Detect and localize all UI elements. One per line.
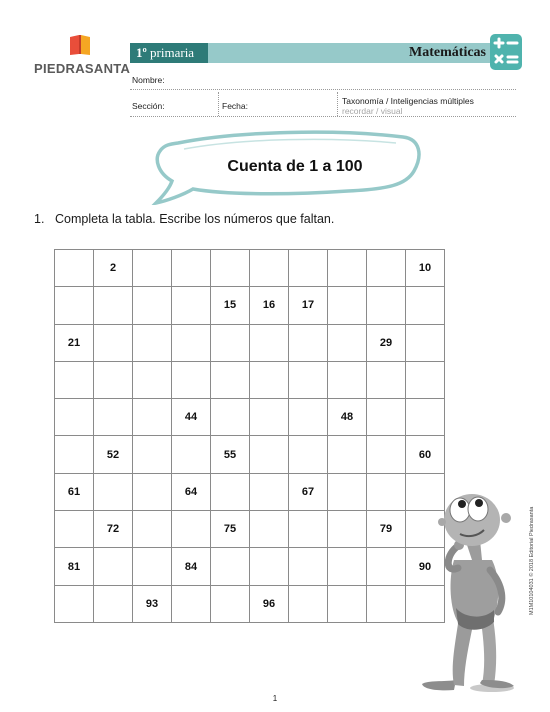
grid-cell-given: 48 [328, 399, 367, 436]
grade-text: primaria [146, 45, 195, 60]
grade-number: 1º [136, 45, 147, 60]
grid-cell-blank[interactable] [328, 548, 367, 585]
grade-label [130, 43, 208, 63]
grid-cell-blank[interactable] [133, 361, 172, 398]
grid-cell-blank[interactable] [133, 511, 172, 548]
grid-cell-blank[interactable] [133, 473, 172, 510]
book-logo-icon [68, 34, 92, 56]
grid-cell-blank[interactable] [250, 324, 289, 361]
grid-cell-blank[interactable] [172, 361, 211, 398]
grid-cell-blank[interactable] [133, 250, 172, 287]
taxonomy-value: recordar / visual [342, 106, 403, 116]
grid-cell-blank[interactable] [55, 399, 94, 436]
publisher-logo [34, 34, 131, 80]
grid-cell-blank[interactable] [406, 399, 445, 436]
thinking-character-illustration [420, 490, 530, 695]
grid-cell-given: 64 [172, 473, 211, 510]
grid-cell-blank[interactable] [172, 287, 211, 324]
grid-cell-blank[interactable] [406, 361, 445, 398]
section-label: Sección: [132, 101, 165, 111]
grid-cell-blank[interactable] [211, 548, 250, 585]
grid-cell-blank[interactable] [406, 287, 445, 324]
grid-cell-blank[interactable] [55, 436, 94, 473]
grid-cell-blank[interactable] [328, 361, 367, 398]
grid-cell-blank[interactable] [406, 324, 445, 361]
name-label: Nombre: [132, 75, 165, 85]
grid-cell-blank[interactable] [328, 511, 367, 548]
grid-cell-blank[interactable] [367, 548, 406, 585]
grid-cell-blank[interactable] [133, 324, 172, 361]
instruction-text: Completa la tabla. Escribe los números que faltan. [55, 212, 335, 226]
number-grid [54, 249, 445, 623]
grid-cell-blank[interactable] [250, 361, 289, 398]
grid-cell-given: 90 [406, 548, 445, 585]
grid-cell-given: 60 [406, 436, 445, 473]
grid-cell-blank[interactable] [250, 511, 289, 548]
grid-cell-blank[interactable] [211, 324, 250, 361]
grid-cell-given: 72 [94, 511, 133, 548]
grid-cell-blank[interactable] [289, 361, 328, 398]
grid-cell-blank[interactable] [55, 250, 94, 287]
grid-cell-blank[interactable] [172, 511, 211, 548]
grid-cell-blank[interactable] [94, 585, 133, 622]
subject-title: Matemáticas [409, 45, 486, 60]
grid-cell-blank[interactable] [367, 585, 406, 622]
grid-cell-blank[interactable] [328, 436, 367, 473]
grid-cell-blank[interactable] [211, 473, 250, 510]
grid-cell-blank[interactable] [94, 287, 133, 324]
grid-cell-blank[interactable] [328, 250, 367, 287]
grid-cell-blank[interactable] [133, 436, 172, 473]
grid-cell-blank[interactable] [289, 324, 328, 361]
grid-cell-given: 29 [367, 324, 406, 361]
header-band [130, 43, 492, 63]
grid-cell-given: 17 [289, 287, 328, 324]
grid-row [55, 324, 445, 361]
form-divider [337, 92, 338, 116]
grid-cell-blank[interactable] [328, 585, 367, 622]
copyright-note: M1M10104031 © 2018 Editorial Piedrasanta [529, 506, 535, 615]
instruction-number: 1. [34, 212, 45, 226]
grid-cell-blank[interactable] [211, 585, 250, 622]
grid-cell-blank[interactable] [289, 548, 328, 585]
grid-cell-blank[interactable] [133, 287, 172, 324]
grid-cell-blank[interactable] [328, 324, 367, 361]
grid-cell-given: 52 [94, 436, 133, 473]
grid-cell-given: 15 [211, 287, 250, 324]
page-number: 1 [272, 694, 278, 703]
grid-cell-given: 44 [172, 399, 211, 436]
grid-cell-blank[interactable] [367, 473, 406, 510]
grid-cell-blank[interactable] [250, 399, 289, 436]
grid-row [55, 361, 445, 398]
grid-cell-blank[interactable] [55, 287, 94, 324]
grid-cell-given: 67 [289, 473, 328, 510]
grid-cell-given: 55 [211, 436, 250, 473]
grid-row [55, 436, 445, 473]
section-date-field[interactable] [130, 116, 516, 117]
grid-row [55, 473, 445, 510]
grid-cell-blank[interactable] [94, 324, 133, 361]
math-operations-icon [490, 34, 522, 70]
page-title: Cuenta de 1 a 100 [227, 158, 363, 175]
grid-cell-blank[interactable] [367, 361, 406, 398]
grid-row [55, 548, 445, 585]
date-label: Fecha: [222, 101, 248, 111]
grid-cell-blank[interactable] [172, 324, 211, 361]
grid-row [55, 250, 445, 287]
name-field[interactable] [130, 89, 516, 90]
grid-row [55, 399, 445, 436]
grid-row [55, 511, 445, 548]
grid-cell-blank[interactable] [172, 436, 211, 473]
grid-cell-given: 10 [406, 250, 445, 287]
grid-cell-blank[interactable] [367, 399, 406, 436]
grid-cell-blank[interactable] [250, 473, 289, 510]
grid-cell-given: 2 [94, 250, 133, 287]
grid-cell-blank[interactable] [55, 511, 94, 548]
grid-cell-blank[interactable] [328, 473, 367, 510]
grid-cell-given: 21 [55, 324, 94, 361]
grid-cell-blank[interactable] [289, 436, 328, 473]
grid-cell-blank[interactable] [289, 399, 328, 436]
grid-cell-given: 93 [133, 585, 172, 622]
grid-cell-blank[interactable] [133, 399, 172, 436]
grid-cell-blank[interactable] [94, 361, 133, 398]
grid-cell-blank[interactable] [211, 361, 250, 398]
grid-cell-blank[interactable] [367, 436, 406, 473]
grid-cell-blank[interactable] [172, 250, 211, 287]
grid-cell-blank[interactable] [94, 473, 133, 510]
grid-cell-blank[interactable] [133, 548, 172, 585]
grid-cell-blank[interactable] [289, 585, 328, 622]
grid-cell-blank[interactable] [250, 548, 289, 585]
grid-cell-given: 96 [250, 585, 289, 622]
grid-cell-given: 61 [55, 473, 94, 510]
grid-cell-blank[interactable] [289, 511, 328, 548]
grid-cell-given: 79 [367, 511, 406, 548]
grid-cell-blank[interactable] [289, 250, 328, 287]
logo-text: PIEDRASANTA [34, 61, 131, 76]
grid-cell-blank[interactable] [367, 287, 406, 324]
grid-cell-blank[interactable] [211, 250, 250, 287]
grid-row [55, 287, 445, 324]
grid-cell-blank[interactable] [211, 399, 250, 436]
grid-cell-blank[interactable] [94, 399, 133, 436]
grid-cell-blank[interactable] [250, 250, 289, 287]
grid-cell-blank[interactable] [94, 548, 133, 585]
taxonomy-label: Taxonomía / Inteligencias múltiples [342, 96, 474, 106]
grid-cell-blank[interactable] [328, 287, 367, 324]
grid-cell-blank[interactable] [250, 436, 289, 473]
grid-row [55, 585, 445, 622]
grid-cell-given: 84 [172, 548, 211, 585]
grid-cell-given: 81 [55, 548, 94, 585]
grid-cell-given: 75 [211, 511, 250, 548]
grid-cell-blank[interactable] [55, 361, 94, 398]
grid-cell-blank[interactable] [172, 585, 211, 622]
grid-cell-blank[interactable] [367, 250, 406, 287]
grid-cell-blank[interactable] [55, 585, 94, 622]
grid-cell-given: 16 [250, 287, 289, 324]
form-divider [218, 92, 219, 116]
